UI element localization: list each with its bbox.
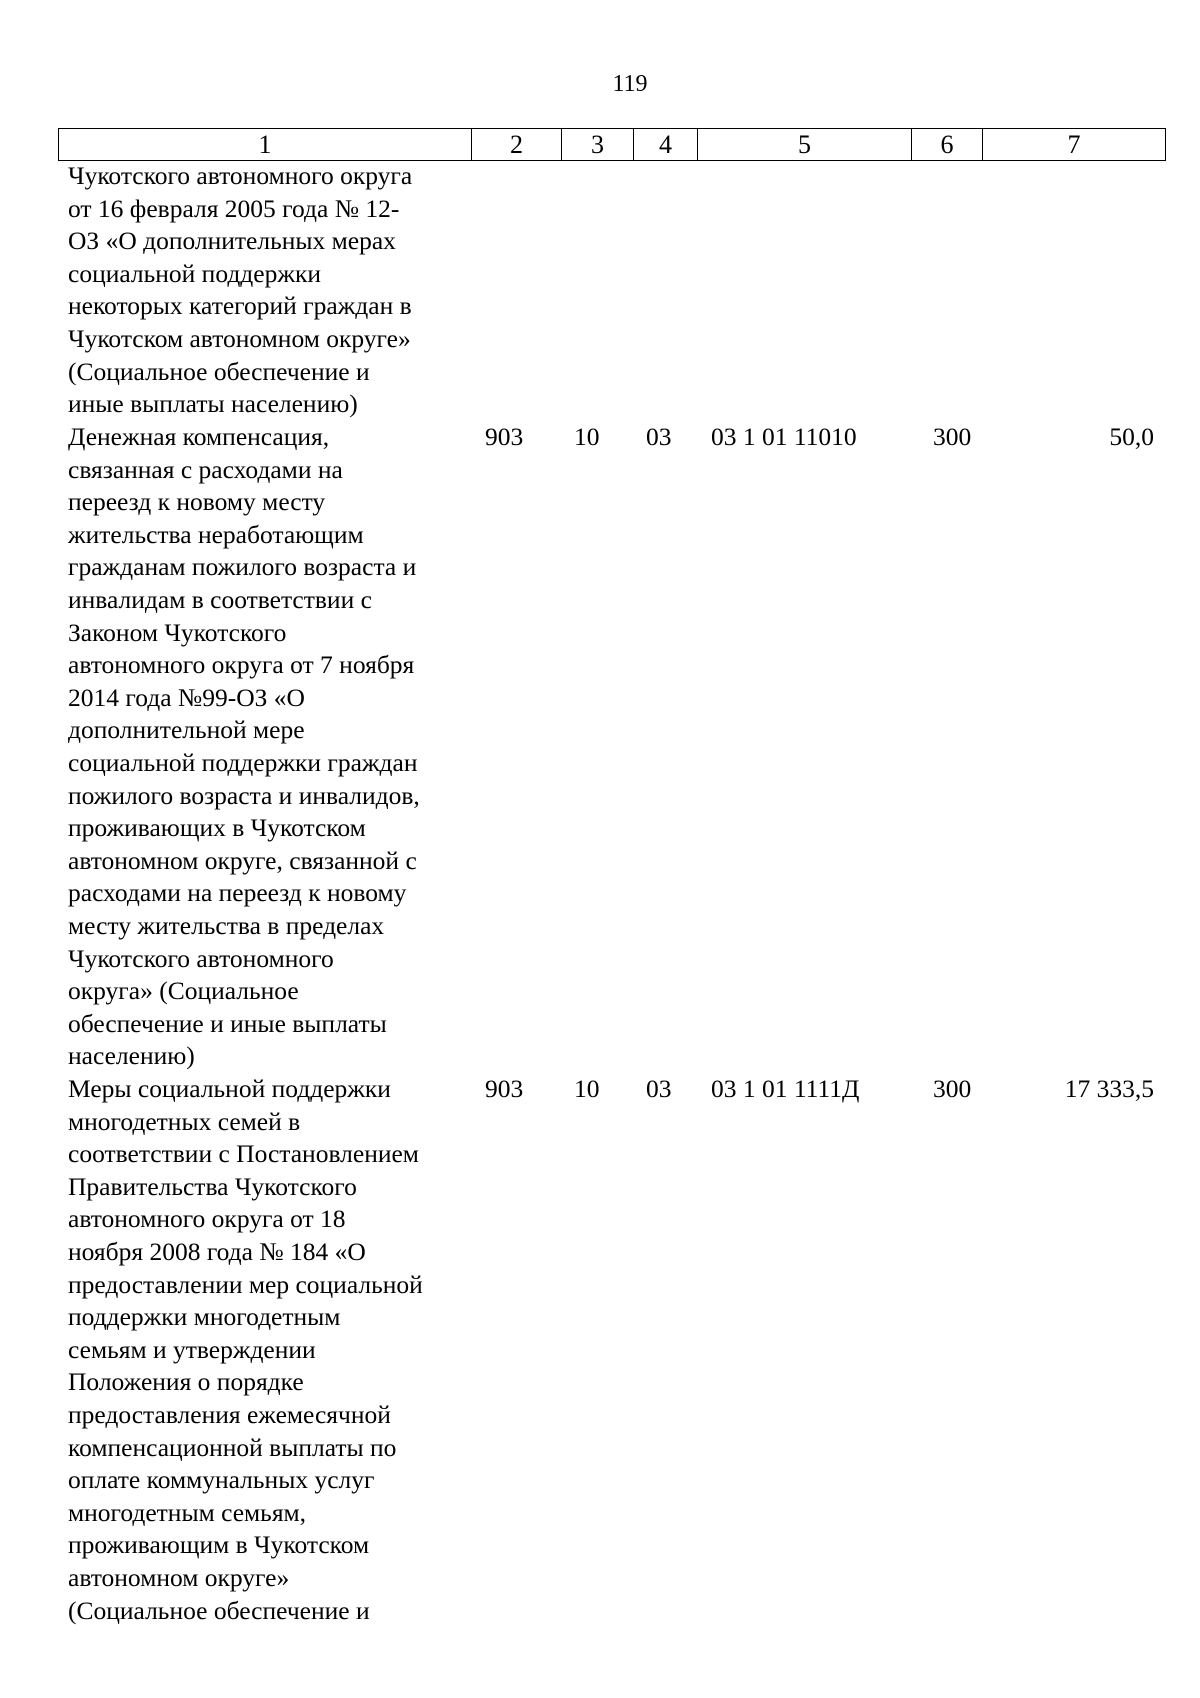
row-amount: 50,0 [1109, 422, 1154, 451]
row-code-col5: 03 1 01 11010 [711, 422, 857, 451]
row-description: Чукотского автономного округа от 16 февраля 2005 года № 12- ОЗ «О дополнительных мерах социальной поддержки некоторых категорий граждан в Чукотском автономном округе» (Социальное обеспечение и иные выплаты населению) [68, 161, 413, 419]
column-header-4: 4 [634, 129, 698, 161]
row-description: Денежная компенсация, связанная с расходами на переезд к новому месту жительства неработающим гражданам пожилого возраста и инвалидам в соответствии с Законом Чукотского автономного округа от 7 ноября 2014 года №99-ОЗ «О дополнительной мере социальной поддержки граждан пожилого возраста и инвалидов, проживающих в Чукотском автономном округе, связанной с расходами на переезд к новому месту жительства в пределах Чукотского автономного округа» (Социальное обеспечение и иные выплаты населению) [68, 422, 420, 1071]
page-number: 119 [612, 71, 648, 97]
column-header-5: 5 [698, 129, 912, 161]
column-header-6: 6 [912, 129, 983, 161]
row-code-col3: 10 [574, 422, 600, 451]
row-code-col2: 903 [485, 422, 524, 451]
row-code-col2: 903 [485, 1074, 524, 1103]
row-code-col4: 03 [646, 1074, 672, 1103]
column-header-table [58, 128, 1166, 161]
column-header-3: 3 [562, 129, 634, 161]
row-code-col4: 03 [646, 422, 672, 451]
row-description: Меры социальной поддержки многодетных семей в соответствии с Постановлением Правительства Чукотского автономного округа от 18 ноября 2008 года № 184 «О предоставлении мер социальной поддержки многодетным семьям и утверждении Положения о порядке предоставления ежемесячной компенсационной выплаты по оплате коммунальных услуг многодетным семьям, проживающим в Чукотском автономном округе» (Социальное обеспечение и [68, 1074, 423, 1625]
row-amount: 17 333,5 [1064, 1074, 1154, 1103]
row-code-col5: 03 1 01 1111Д [711, 1074, 860, 1103]
column-header-7: 7 [983, 129, 1166, 161]
row-code-col6: 300 [933, 1074, 972, 1103]
column-header-2: 2 [472, 129, 562, 161]
column-header-row [59, 129, 1166, 161]
column-header-1: 1 [59, 129, 472, 161]
row-code-col3: 10 [574, 1074, 600, 1103]
row-code-col6: 300 [933, 422, 972, 451]
